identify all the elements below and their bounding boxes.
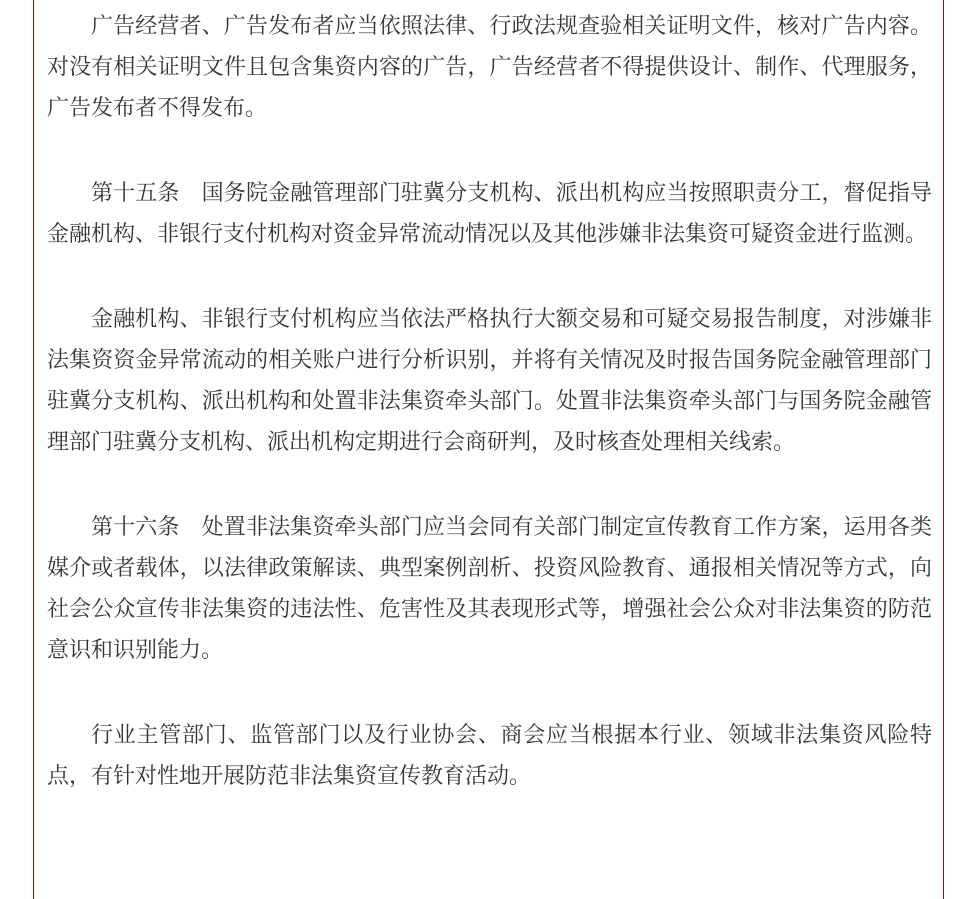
paragraph-financial-institutions: 金融机构、非银行支付机构应当依法严格执行大额交易和可疑交易报告制度，对涉嫌非法集资资金异常流动的相关账户进行分析识别，并将有关情况及时报告国务院金融管理部门驻冀分支机构、派出机构和处置非法集资牵头部门。处置非法集资牵头部门与国务院金融管理部门驻冀分支机构、派出机构定期进行会商研判，及时核查处理相关线索。 — [47, 307, 932, 455]
article-body — [47, 6, 932, 841]
paragraph-article-15: 第十五条 国务院金融管理部门驻冀分支机构、派出机构应当按照职责分工，督促指导金融机构、非银行支付机构对资金异常流动情况以及其他涉嫌非法集资可疑资金进行监测。 — [47, 181, 932, 247]
paragraph-article-16: 第十六条 处置非法集资牵头部门应当会同有关部门制定宣传教育工作方案，运用各类媒介或者载体，以法律政策解读、典型案例剖析、投资风险教育、通报相关情况等方式，向社会公众宣传非法集资的违法性、危害性及其表现形式等，增强社会公众对非法集资的防范意识和识别能力。 — [47, 515, 932, 663]
paragraph-ad-verification: 广告经营者、广告发布者应当依照法律、行政法规查验相关证明文件，核对广告内容。对没有相关证明文件且包含集资内容的广告，广告经营者不得提供设计、制作、代理服务，广告发布者不得发布。 — [47, 14, 932, 121]
paragraph-industry-education: 行业主管部门、监管部门以及行业协会、商会应当根据本行业、领域非法集资风险特点，有针对性地开展防范非法集资宣传教育活动。 — [47, 723, 932, 789]
